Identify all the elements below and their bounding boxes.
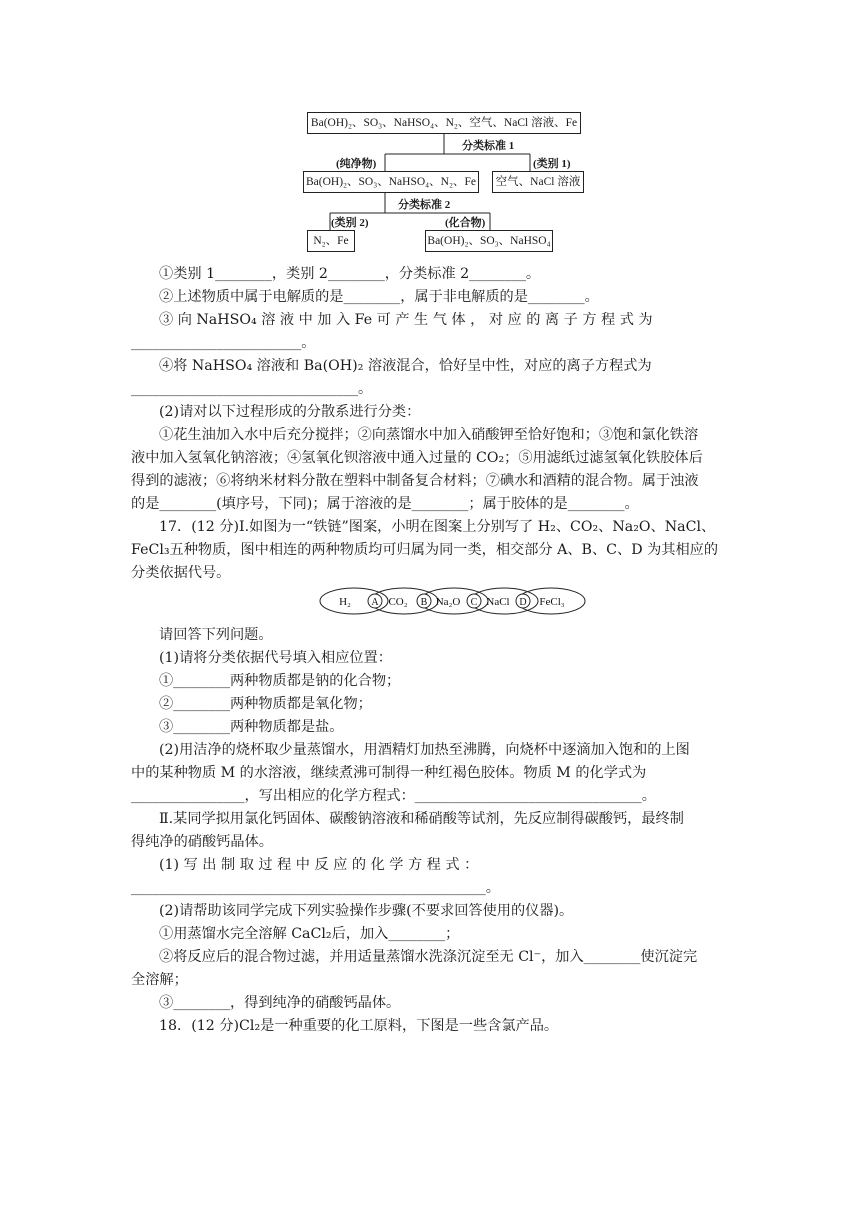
q16-part2-heading: (2)请对以下过程形成的分散系进行分类： [159,404,421,420]
chain-letter-d: D [519,597,527,608]
q16-line-6: ________________________________。 [131,381,373,397]
chain-item-h2: H₂ [339,596,351,608]
q18-heading: 18．(12 分)Cl₂是一种重要的化工原料，下图是一些含氯产品。 [159,1018,559,1034]
q17-ii-step-2-line-2: 全溶解； [131,972,188,988]
chain-letter-b: B [420,597,428,608]
pure-substance-box: Ba(OH)₂、SO₃、NaHSO₄、N₂、Fe [303,171,479,193]
chain-letter-c: C [470,597,478,608]
q17-prompt: 请回答下列问题。 [159,627,273,643]
q17-ii-step-3: ③________，得到纯净的硝酸钙晶体。 [159,995,401,1011]
pure-substance-tag: (纯净物) [336,158,377,170]
q17-part2-line-1: (2)用洁净的烧杯取少量蒸馏水，用酒精灯加热至沸腾，向烧杯中逐滴加入饱和的上图 [159,742,690,758]
chain-item-fecl3: FeCl₃ [539,596,565,608]
q17-ii-part1-line-2: __________________________________________________。 [131,880,500,896]
q17-ii-part2-heading: (2)请帮助该同学完成下列实验操作步骤(不要求回答使用的仪器)。 [159,903,574,919]
q17-heading-line-3: 分类依据代号。 [131,565,231,581]
q16-blank-line-2: ②上述物质中属于电解质的是________，属于非电解质的是________。 [159,289,599,305]
standard-1-label: 分类标准 1 [462,140,515,152]
q17-part2-line-3: ________________，写出相应的化学方程式：________________________________。 [131,788,656,804]
q16-line-5: ④将 NaHSO₄ 溶液和 Ba(OH)₂ 溶液混合，恰好呈中性，对应的离子方程式为 [159,358,652,374]
q16-part2-line-4: 的是________(填序号，下同)；属于溶液的是________；属于胶体的是________。 [131,496,639,512]
compound-box: Ba(OH)₂、SO₃、NaHSO₄ [425,230,553,252]
chain-item-nacl: NaCl [486,596,510,608]
q17-ii-step-2-line-1: ②将反应后的混合物过滤，并用适量蒸馏水洗涤沉淀至无 Cl⁻，加入________使沉淀完 [159,949,698,965]
category-2-box: N₂、Fe [307,230,355,252]
category-2-tag: (类别 2) [331,217,369,229]
q16-blank-line-1: ①类别 1________，类别 2________，分类标准 2________。 [159,266,541,282]
q16-line-4: ________________________。 [131,335,316,351]
q17-ii-line-2: 得纯净的硝酸钙晶体。 [131,834,273,850]
all-substances-box: Ba(OH)₂、SO₃、NaHSO₄、N₂、空气、NaCl 溶液、Fe [307,112,581,134]
chain-letter-a: A [371,597,379,608]
q17-part1-heading: (1)请将分类依据代号填入相应位置： [159,650,392,666]
q17-heading-line-2: FeCl₃五种物质，图中相连的两种物质均可归属为同一类，相交部分 A、B、C、D 为其相应的 [131,542,719,558]
q17-part1-item-3: ③________两种物质都是盐。 [159,719,344,735]
q17-ii-step-1: ①用蒸馏水完全溶解 CaCl₂后，加入________； [159,926,460,942]
q17-part1-item-1: ①________两种物质都是钠的化合物； [159,673,401,689]
q16-part2-line-3: 得到的滤液；⑥将纳米材料分散在塑料中制备复合材料；⑦碘水和酒精的混合物。属于浊液 [131,473,699,489]
q16-part2-line-1: ①花生油加入水中后充分搅拌；②向蒸馏水中加入硝酸钾至恰好饱和；③饱和氯化铁溶 [159,427,699,443]
compound-tag: (化合物) [445,217,486,229]
q17-heading-line-1: 17．(12 分)Ⅰ.如图为一“铁链”图案，小明在图案上分别写了 H₂、CO₂、Na₂O、NaCl、 [159,519,716,535]
q17-part2-line-2: 中的某种物质 M 的水溶液，继续煮沸可制得一种红褐色胶体。物质 M 的化学式为 [131,765,647,781]
chain-item-na2o: Na₂O [435,596,461,608]
q17-ii-part1-line-1: (1) 写 出 制 取 过 程 中 反 应 的 化 学 方 程 式 ： [159,857,479,873]
q17-part1-item-2: ②________两种物质都是氧化物； [159,696,372,712]
q17-ii-line-1: Ⅱ.某同学拟用氯化钙固体、碳酸钠溶液和稀硝酸等试剂，先反应制得碳酸钙，最终制 [159,811,684,827]
q16-part2-line-2: 液中加入氢氧化钠溶液；④氢氧化钡溶液中通入过量的 CO₂；⑤用滤纸过滤氢氧化铁胶体后 [131,450,703,466]
category-1-tag: (类别 1) [533,158,571,170]
chain-item-co2: CO₂ [388,596,408,608]
standard-2-label: 分类标准 2 [398,199,451,211]
q16-line-3: ③ 向 NaHSO₄ 溶 液 中 加 入 Fe 可 产 生 气 体 ， 对 应 的 离 子 方 程 式 为 [159,312,653,328]
category-1-box: 空气、NaCl 溶液 [492,171,584,193]
